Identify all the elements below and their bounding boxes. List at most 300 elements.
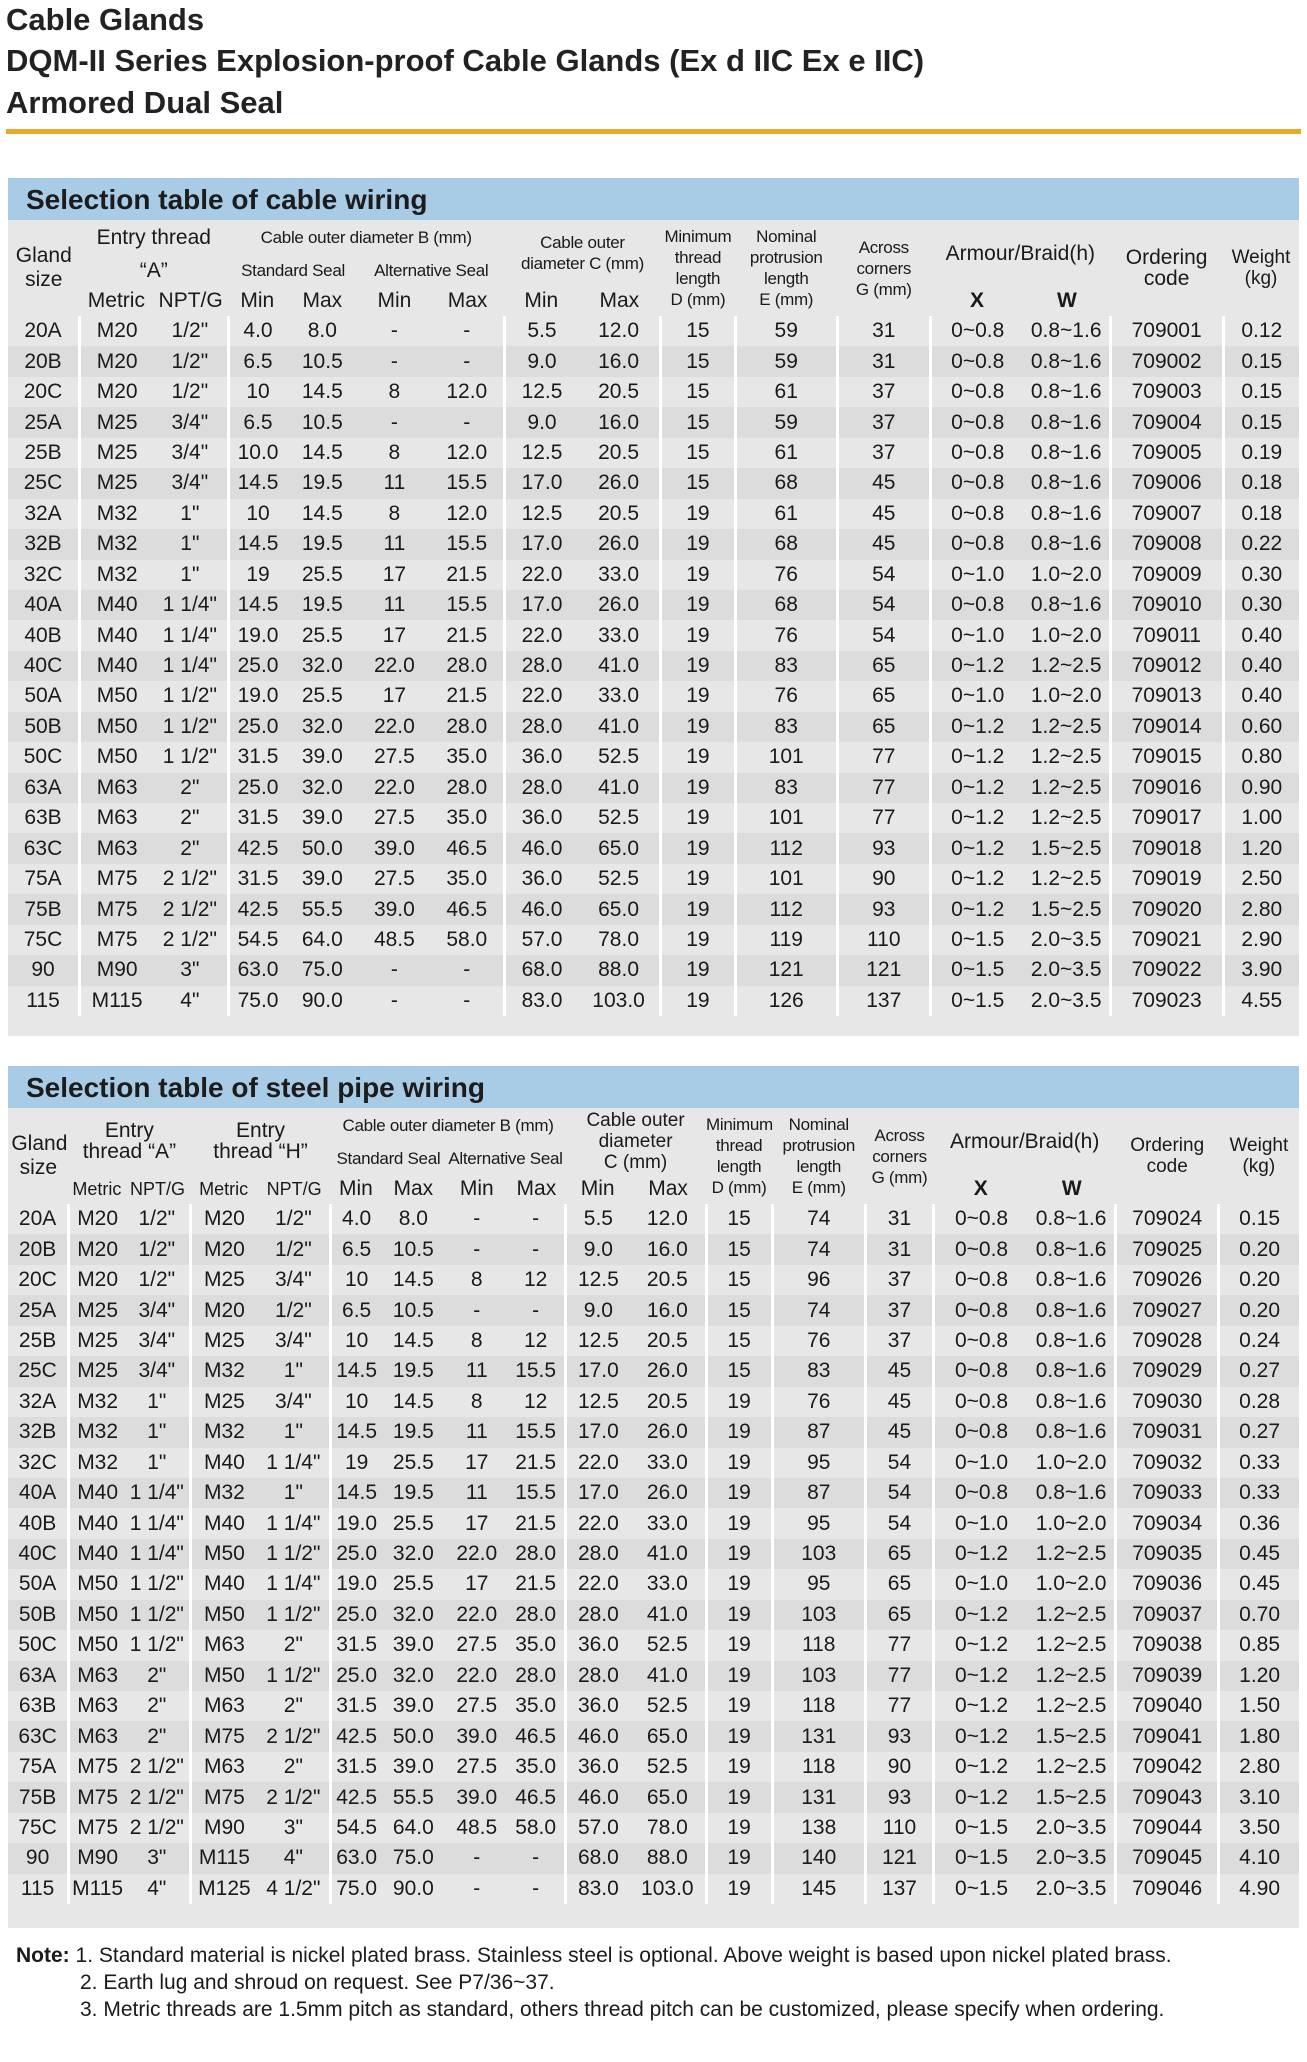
table-cell: 115 [8,1874,69,1904]
table-cell: 0~1.2 [934,1600,1028,1630]
th2-ordering-code: Ordering code [1130,1135,1205,1177]
table-cell: 709005 [1110,438,1223,468]
table-cell: 1 1/2" [257,1539,331,1569]
cable-wiring-rows [8,316,1299,1016]
table-cell: 35.0 [431,742,505,772]
table-cell: 65 [865,1539,933,1569]
table-cell: 63B [8,803,80,833]
table-cell: 0.30 [1241,562,1283,586]
table-cell: 19.5 [381,1478,446,1508]
table-cell: 54 [865,1478,933,1508]
table-cell: 61 [735,377,837,407]
table-cell: 46.0 [565,1782,630,1812]
table-cell: 103.0 [630,1874,706,1904]
table-cell: 709010 [1110,590,1223,620]
table-cell: 0.8~1.6 [1024,468,1111,498]
table-cell: 21.5 [431,681,505,711]
table-cell: 1 1/4" [257,1448,331,1478]
table-cell: 83 [735,712,837,742]
table-cell: 1 1/4" [125,1539,190,1569]
table-cell: 22.0 [521,684,563,708]
table-cell: 15 [706,1204,772,1234]
table-cell: 88.0 [578,955,660,985]
table-cell: 4.10 [1219,1843,1299,1873]
table-cell: 41.0 [578,773,660,803]
table-cell: 1 1/4" [257,1508,331,1538]
table-cell: 131 [772,1782,865,1812]
table-cell: 19 [706,1721,772,1751]
th2-alt-max: Max [516,1177,557,1200]
table-cell: 26.0 [578,468,660,498]
table-cell: 46.5 [508,1721,565,1751]
table-cell: 1.0~2.0 [1024,620,1111,650]
table-cell: 0~1.2 [954,1633,1009,1657]
table-cell: 45 [837,529,930,559]
table-cell: 14.5 [228,468,287,498]
table-cell: 110 [837,925,930,955]
table-cell: 19.5 [287,468,359,498]
table-cell: 709035 [1116,1539,1219,1569]
table-cell: 2" [153,773,228,803]
table-cell: 65.0 [630,1782,706,1812]
table-cell: 39.0 [301,745,343,769]
table-row [8,346,1299,376]
table-cell: 8.0 [398,1207,428,1231]
table-cell: 0.8~1.6 [1028,1265,1116,1295]
table-cell: 35.0 [508,1691,565,1721]
table-cell: 54 [837,620,930,650]
table-cell: 2" [125,1661,190,1691]
table-cell: 11 [358,529,431,559]
table-cell: 90 [837,864,930,894]
table-cell: 21.5 [431,560,505,590]
table-cell: - [431,316,505,346]
table-cell: 68.0 [565,1843,630,1873]
table-cell: M40 [203,1511,245,1535]
table-cell: 0~1.2 [930,773,1023,803]
table-cell: 65.0 [578,833,660,863]
table-cell: 145 [772,1874,865,1904]
table-cell: 36.0 [521,806,563,830]
th2-std-min: Min [338,1177,373,1200]
table-cell: 0.30 [1223,590,1299,620]
table-cell: 57.0 [521,927,563,951]
table-cell: 25.0 [331,1539,381,1569]
table-cell: 10 [344,1328,369,1352]
table-cell: 27.5 [456,1633,498,1657]
table-cell: 4.0 [342,1207,372,1231]
table-cell: 39.0 [358,894,431,924]
table-cell: M20 [80,346,154,376]
th-std-max: Max [302,289,343,312]
table-cell: M63 [203,1633,245,1657]
table-cell: 1 1/2" [153,712,228,742]
table-cell: 0.22 [1223,529,1299,559]
table-cell: 74 [772,1295,865,1325]
table-row [8,529,1299,559]
table-cell: 39.0 [392,1633,434,1657]
table-cell: 15 [661,346,736,376]
table-cell: 50A [8,1569,69,1599]
table-cell: 118 [772,1630,865,1660]
table-cell: 19.5 [381,1356,446,1386]
table-cell: M75 [96,927,138,951]
table-cell: 6.5 [331,1234,381,1264]
table-cell: 12.5 [577,1328,619,1352]
table-cell: 37 [837,438,930,468]
table-row [8,438,1299,468]
table-cell: 0~1.2 [930,833,1023,863]
table-cell: 19 [661,742,736,772]
table-cell: 54.5 [336,1815,378,1839]
table-cell: 50.0 [381,1721,446,1751]
table-cell: 0~1.5 [954,1815,1009,1839]
table-cell: 1.2~2.5 [1028,1600,1116,1630]
table-cell: 28.0 [504,651,578,681]
table-cell: 48.5 [373,927,415,951]
table-cell: 19 [706,1782,772,1812]
table-cell: 0~0.8 [954,1268,1009,1292]
th2-armour-braid: Armour/Braid(h) [949,1129,1100,1153]
table-cell: 0.20 [1219,1295,1299,1325]
table-cell: M32 [80,529,154,559]
table-cell: M40 [203,1450,245,1474]
th2-entry-thread-h: Entry thread “H” [213,1119,308,1163]
table-cell: 75.0 [287,955,359,985]
table-cell: 25.5 [392,1572,434,1596]
table-cell: M115 [190,1843,257,1873]
table-cell: 1 1/4" [153,651,228,681]
table-cell: 0~0.8 [954,1328,1009,1352]
table-cell: 19 [661,590,736,620]
series-title: DQM-II Series Explosion-proof Cable Glands (Ex d IIC Ex e IIC) [6,43,925,78]
table-cell: M32 [96,501,138,525]
table-cell: M63 [77,1694,119,1718]
table-cell: 35.0 [431,864,505,894]
steel-pipe-rows [8,1204,1299,1904]
table-cell: 31.5 [336,1694,378,1718]
table-cell: 87 [772,1417,865,1447]
table-cell: 709012 [1110,651,1223,681]
table-cell: 709022 [1110,955,1223,985]
table-cell: 95 [772,1508,865,1538]
table-cell: 0~1.2 [934,1661,1028,1691]
table-cell: 28.0 [565,1539,630,1569]
table-cell: 19 [661,499,736,529]
table-cell: 0~0.8 [951,501,1005,525]
table-cell: 12.0 [431,377,505,407]
table-cell: 37 [865,1295,933,1325]
table-cell: 12 [508,1265,565,1295]
table-cell: 0.33 [1239,1450,1281,1474]
table-row [8,1569,1299,1599]
table-cell: 1/2" [257,1295,331,1325]
table-cell: 3.90 [1223,955,1299,985]
table-cell: M50 [77,1633,119,1657]
table-cell: 19 [661,803,736,833]
table-cell: 19 [246,562,270,586]
table-cell: 0.8~1.6 [1028,1387,1116,1417]
th-npt: NPT/G [158,289,223,312]
table-cell: 1.2~2.5 [1028,1752,1116,1782]
table-cell: 0~0.8 [930,407,1023,437]
table-cell: - [431,346,505,376]
table-row [8,986,1299,1016]
table-cell: 57.0 [577,1815,619,1839]
table-cell: 0.8~1.6 [1028,1234,1116,1264]
table-cell: 59 [735,407,837,437]
table-cell: 9.0 [565,1295,630,1325]
table-cell: M63 [80,833,154,863]
table-cell: 709009 [1110,560,1223,590]
table-cell: 75.0 [381,1843,446,1873]
table-cell: M40 [96,623,138,647]
table-cell: 17 [382,684,407,708]
table-cell: M20 [77,1268,119,1292]
table-cell: 4" [257,1843,331,1873]
table-cell: M32 [96,562,138,586]
table-row [8,1204,1299,1234]
table-cell: 50B [8,712,80,742]
table-cell: 0.45 [1219,1539,1299,1569]
note-line-3: 3. Metric threads are 1.5mm pitch as standard, others thread pitch can be customized, please specify when ordering. [80,1998,1165,2021]
table-cell: 27.5 [456,1694,498,1718]
th-c-min: Min [524,289,559,312]
table-cell: 121 [735,955,837,985]
table-cell: 0~1.5 [954,1876,1009,1900]
table-cell: 39.0 [301,867,343,891]
table-cell: 15.5 [508,1478,565,1508]
table-cell: 41.0 [630,1539,706,1569]
table-cell: M40 [203,1572,245,1596]
table-cell: 121 [865,1843,933,1873]
table-cell: 42.5 [228,894,287,924]
table-cell: 90 [8,955,80,985]
table-cell: 25C [8,468,80,498]
table-cell: 31.5 [336,1633,378,1657]
table-cell: 68 [735,529,837,559]
table-cell: M50 [190,1600,257,1630]
table-cell: 77 [865,1630,933,1660]
table-cell: 11 [446,1478,508,1508]
table-cell: 0.8~1.6 [1024,346,1111,376]
table-cell: - [446,1234,508,1264]
th-entry-thread-a: “A” [139,258,168,282]
th2-across-corners: Across corners G (mm) [871,1125,928,1187]
table-cell: - [358,407,431,437]
table-cell: 19 [661,894,736,924]
table-cell: 12.0 [431,438,505,468]
table-cell: 709030 [1116,1387,1219,1417]
table-cell: 16.0 [630,1295,706,1325]
table-cell: M75 [96,867,138,891]
table-cell: 0~1.5 [934,1843,1028,1873]
page-header [6,0,1301,124]
table-cell: 10 [344,1389,369,1413]
table-cell: 10 [344,1268,369,1292]
table-cell: 88.0 [630,1843,706,1873]
cable-wiring-section [8,178,1299,1036]
table-cell: 22.0 [358,651,431,681]
table-row [8,1630,1299,1660]
table-cell: 25B [8,1326,69,1356]
table-row [8,1478,1299,1508]
table-cell: 10.5 [287,346,359,376]
table-cell: M40 [80,651,154,681]
table-cell: 32.0 [287,712,359,742]
table-cell: 68 [735,590,837,620]
table-cell: M25 [96,440,138,464]
table-cell: 15 [706,1295,772,1325]
table-cell: 22.0 [358,712,431,742]
table-cell: 709014 [1110,712,1223,742]
table-cell: 28.0 [565,1661,630,1691]
table-cell: 31.5 [237,867,279,891]
table-cell: 93 [865,1782,933,1812]
table-cell: 0~1.5 [951,988,1005,1012]
table-cell: 19 [661,955,736,985]
table-cell: 15 [706,1356,772,1386]
table-cell: 64.0 [392,1815,434,1839]
th2-w: W [1061,1177,1082,1200]
table-row [8,590,1299,620]
table-cell: 0.40 [1241,623,1283,647]
table-row [8,1417,1299,1447]
table-cell: M20 [96,380,138,404]
table-cell: 46.0 [565,1721,630,1751]
table-cell: 25.5 [301,623,343,647]
table-cell: - [358,955,431,985]
table-cell: 21.5 [508,1448,565,1478]
table-cell: 15.5 [431,529,505,559]
table-cell: 65 [865,1600,933,1630]
table-cell: 26.0 [630,1417,706,1447]
th2-x: X [973,1177,988,1200]
table-cell: 1" [257,1478,331,1508]
table-cell: 39.0 [392,1694,434,1718]
table-cell: 59 [735,316,837,346]
table-cell: 0.60 [1223,712,1299,742]
table-row [8,1691,1299,1721]
table-cell: 19 [661,864,736,894]
table-cell: 118 [772,1752,865,1782]
table-cell: - [508,1234,565,1264]
table-row [8,681,1299,711]
table-cell: 65.0 [578,894,660,924]
table-cell: 32.0 [381,1600,446,1630]
table-cell: 2.80 [1239,1755,1281,1779]
table-cell: 19 [661,560,736,590]
table-cell: 12.0 [431,499,505,529]
table-cell: 709008 [1110,529,1223,559]
table-cell: 1.2~2.5 [1028,1691,1116,1721]
table-row [8,712,1299,742]
table-cell: 76 [772,1387,865,1417]
table-cell: 41.0 [630,1600,706,1630]
table-cell: 0.8~1.6 [1024,316,1111,346]
table-cell: 17.0 [504,590,578,620]
table-cell: 709006 [1110,468,1223,498]
table-cell: 20.5 [578,499,660,529]
th-alternative-seal: Alternative Seal [374,260,489,280]
table-cell: 83 [735,651,837,681]
table-cell: 50B [8,1600,69,1630]
table-cell: 709046 [1116,1874,1219,1904]
table-cell: 2 1/2" [153,894,228,924]
table-cell: 19 [706,1752,772,1782]
table-cell: 50A [8,681,80,711]
table-cell: 2.0~3.5 [1024,986,1111,1016]
table-cell: 27.5 [373,745,415,769]
table-row [8,1539,1299,1569]
table-cell: 709025 [1116,1234,1219,1264]
table-cell: 2 1/2" [257,1721,331,1751]
table-cell: 42.5 [331,1721,381,1751]
table-cell: 1 1/4" [257,1569,331,1599]
table-cell: 25B [8,438,80,468]
th2-alternative-seal: Alternative Seal [448,1148,563,1168]
table-cell: 3.50 [1239,1815,1281,1839]
table-cell: - [446,1295,508,1325]
th-x: X [969,289,984,312]
table-cell: 2" [125,1721,190,1751]
table-cell: 0~0.8 [951,380,1005,404]
table-cell: 58.0 [431,925,505,955]
table-cell: 19 [661,651,736,681]
table-cell: 65 [837,712,930,742]
table-cell: - [446,1843,508,1873]
table-cell: 19 [706,1843,772,1873]
table-cell: 0.8~1.6 [1028,1356,1116,1386]
table-cell: 709015 [1110,742,1223,772]
table-cell: 0~0.8 [951,440,1005,464]
table-cell: 0~1.2 [934,1539,1028,1569]
table-cell: 32C [8,1448,69,1478]
table-cell: 77 [865,1661,933,1691]
th2-standard-seal: Standard Seal [336,1148,441,1168]
table-cell: 26.0 [630,1356,706,1386]
table-cell: 32C [8,560,80,590]
table-cell: M32 [77,1450,119,1474]
table-cell: 75B [8,1782,69,1812]
table-cell: 17 [382,623,407,647]
table-cell: 112 [735,833,837,863]
table-cell: 709029 [1116,1356,1219,1386]
table-cell: 50C [8,1630,69,1660]
table-cell: 19.0 [237,623,279,647]
table-cell: 20A [8,1204,69,1234]
table-cell: 1.80 [1219,1721,1299,1751]
table-cell: 0~1.2 [951,867,1005,891]
table-cell: 709036 [1116,1569,1219,1599]
table-cell: M90 [203,1815,245,1839]
table-cell: 1" [125,1448,190,1478]
table-cell: 37 [865,1265,933,1295]
table-cell: 709045 [1116,1843,1219,1873]
table-cell: 17.0 [504,529,578,559]
table-cell: 0~0.8 [930,346,1023,376]
table-cell: 54 [837,560,930,590]
table-cell: 709034 [1116,1508,1219,1538]
table-cell: 12.5 [521,501,563,525]
table-cell: 4" [125,1874,190,1904]
table-cell: 64.0 [301,927,343,951]
table-cell: 68 [735,468,837,498]
table-cell: M50 [190,1661,257,1691]
table-cell: 20.5 [578,438,660,468]
table-cell: 0.70 [1219,1600,1299,1630]
table-cell: 17 [465,1572,489,1596]
